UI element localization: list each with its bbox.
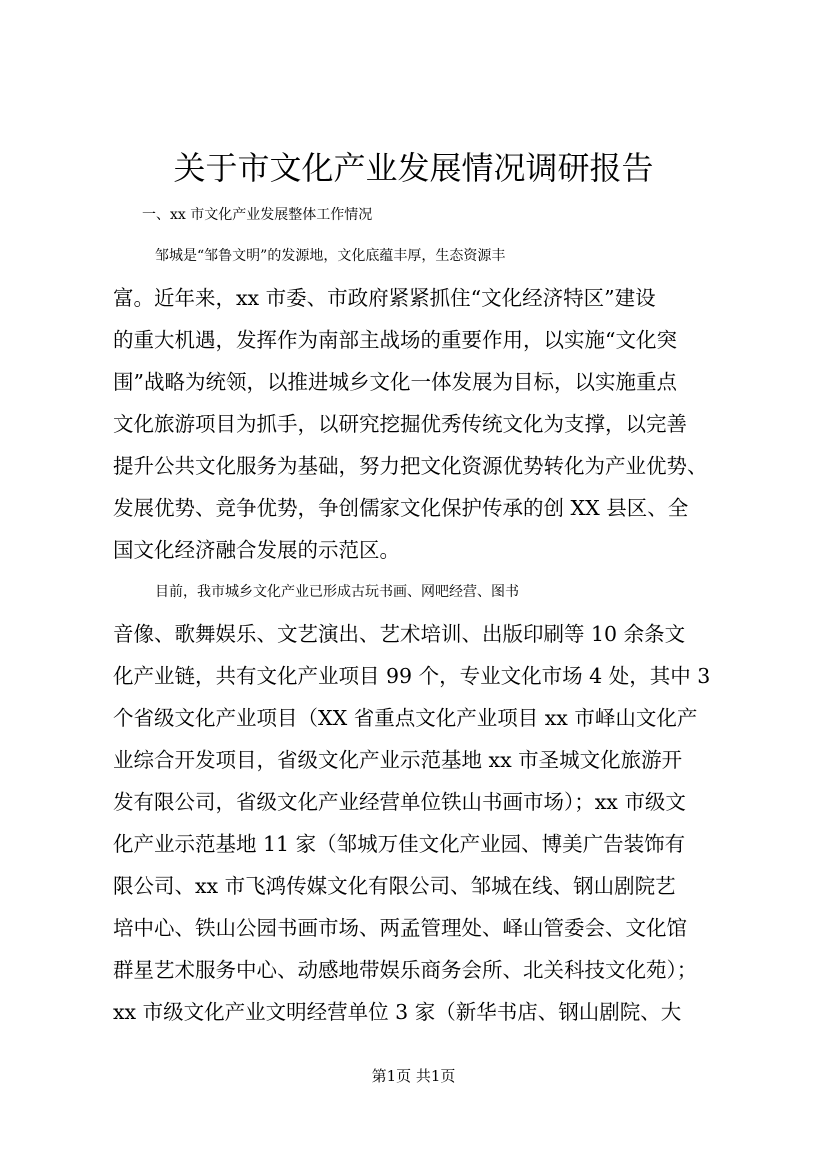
paragraph-line: 发展优势、竞争优势，争创儒家文化保护传承的创 XX 县区、全: [113, 496, 689, 520]
paragraph-line: xx 市级文化产业文明经营单位 3 家（新华书店、钢山剧院、大: [113, 1000, 682, 1024]
section-heading: 一、xx 市文化产业发展整体工作情况: [142, 207, 373, 223]
paragraph-line: 群星艺术服务中心、动感地带娱乐商务会所、北关科技文化苑）；: [113, 958, 698, 982]
paragraph-line: 提升公共文化服务为基础，努力把文化资源优势转化为产业优势、: [113, 454, 708, 478]
paragraph-line: 的重大机遇，发挥作为南部主战场的重要作用，以实施“文化突: [113, 328, 677, 352]
paragraph-line: 围”战略为统领，以推进城乡文化一体发展为目标，以实施重点: [113, 370, 677, 394]
paragraph-line: 限公司、xx 市飞鸿传媒文化有限公司、邹城在线、钢山剧院艺: [113, 874, 676, 898]
paragraph-line: 国文化经济融合发展的示范区。: [113, 538, 400, 562]
page-footer: 第1页 共1页: [371, 1067, 456, 1085]
paragraph-line: 个省级文化产业项目（XX 省重点文化产业项目 xx 市峄山文化产: [113, 706, 698, 730]
document-title: 关于市文化产业发展情况调研报告: [173, 149, 654, 187]
paragraph-line: 发有限公司，省级文化产业经营单位铁山书画市场）；xx 市级文: [113, 790, 686, 814]
paragraph-line: 培中心、铁山公园书画市场、两孟管理处、峄山管委会、文化馆: [113, 916, 687, 940]
paragraph-line: 化产业示范基地 11 家（邹城万佳文化产业园、博美广告装饰有: [113, 832, 686, 856]
paragraph-line: 富。近年来，xx 市委、市政府紧紧抓住“文化经济特区”建设: [113, 286, 656, 310]
paragraph-line: 文化旅游项目为抓手，以研究挖掘优秀传统文化为支撑，以完善: [113, 412, 687, 436]
paragraph-line: 目前，我市城乡文化产业已形成古玩书画、网吧经营、图书: [155, 584, 519, 600]
paragraph-line: 业综合开发项目，省级文化产业示范基地 xx 市圣城文化旅游开: [113, 748, 683, 772]
paragraph-line: 音像、歌舞娱乐、文艺演出、艺术培训、出版印刷等 10 余条文: [113, 622, 686, 646]
paragraph-line: 化产业链，共有文化产业项目 99 个，专业文化市场 4 处，其中 3: [113, 664, 711, 688]
paragraph-line: 邹城是“邹鲁文明”的发源地，文化底蕴丰厚，生态资源丰: [155, 248, 506, 264]
